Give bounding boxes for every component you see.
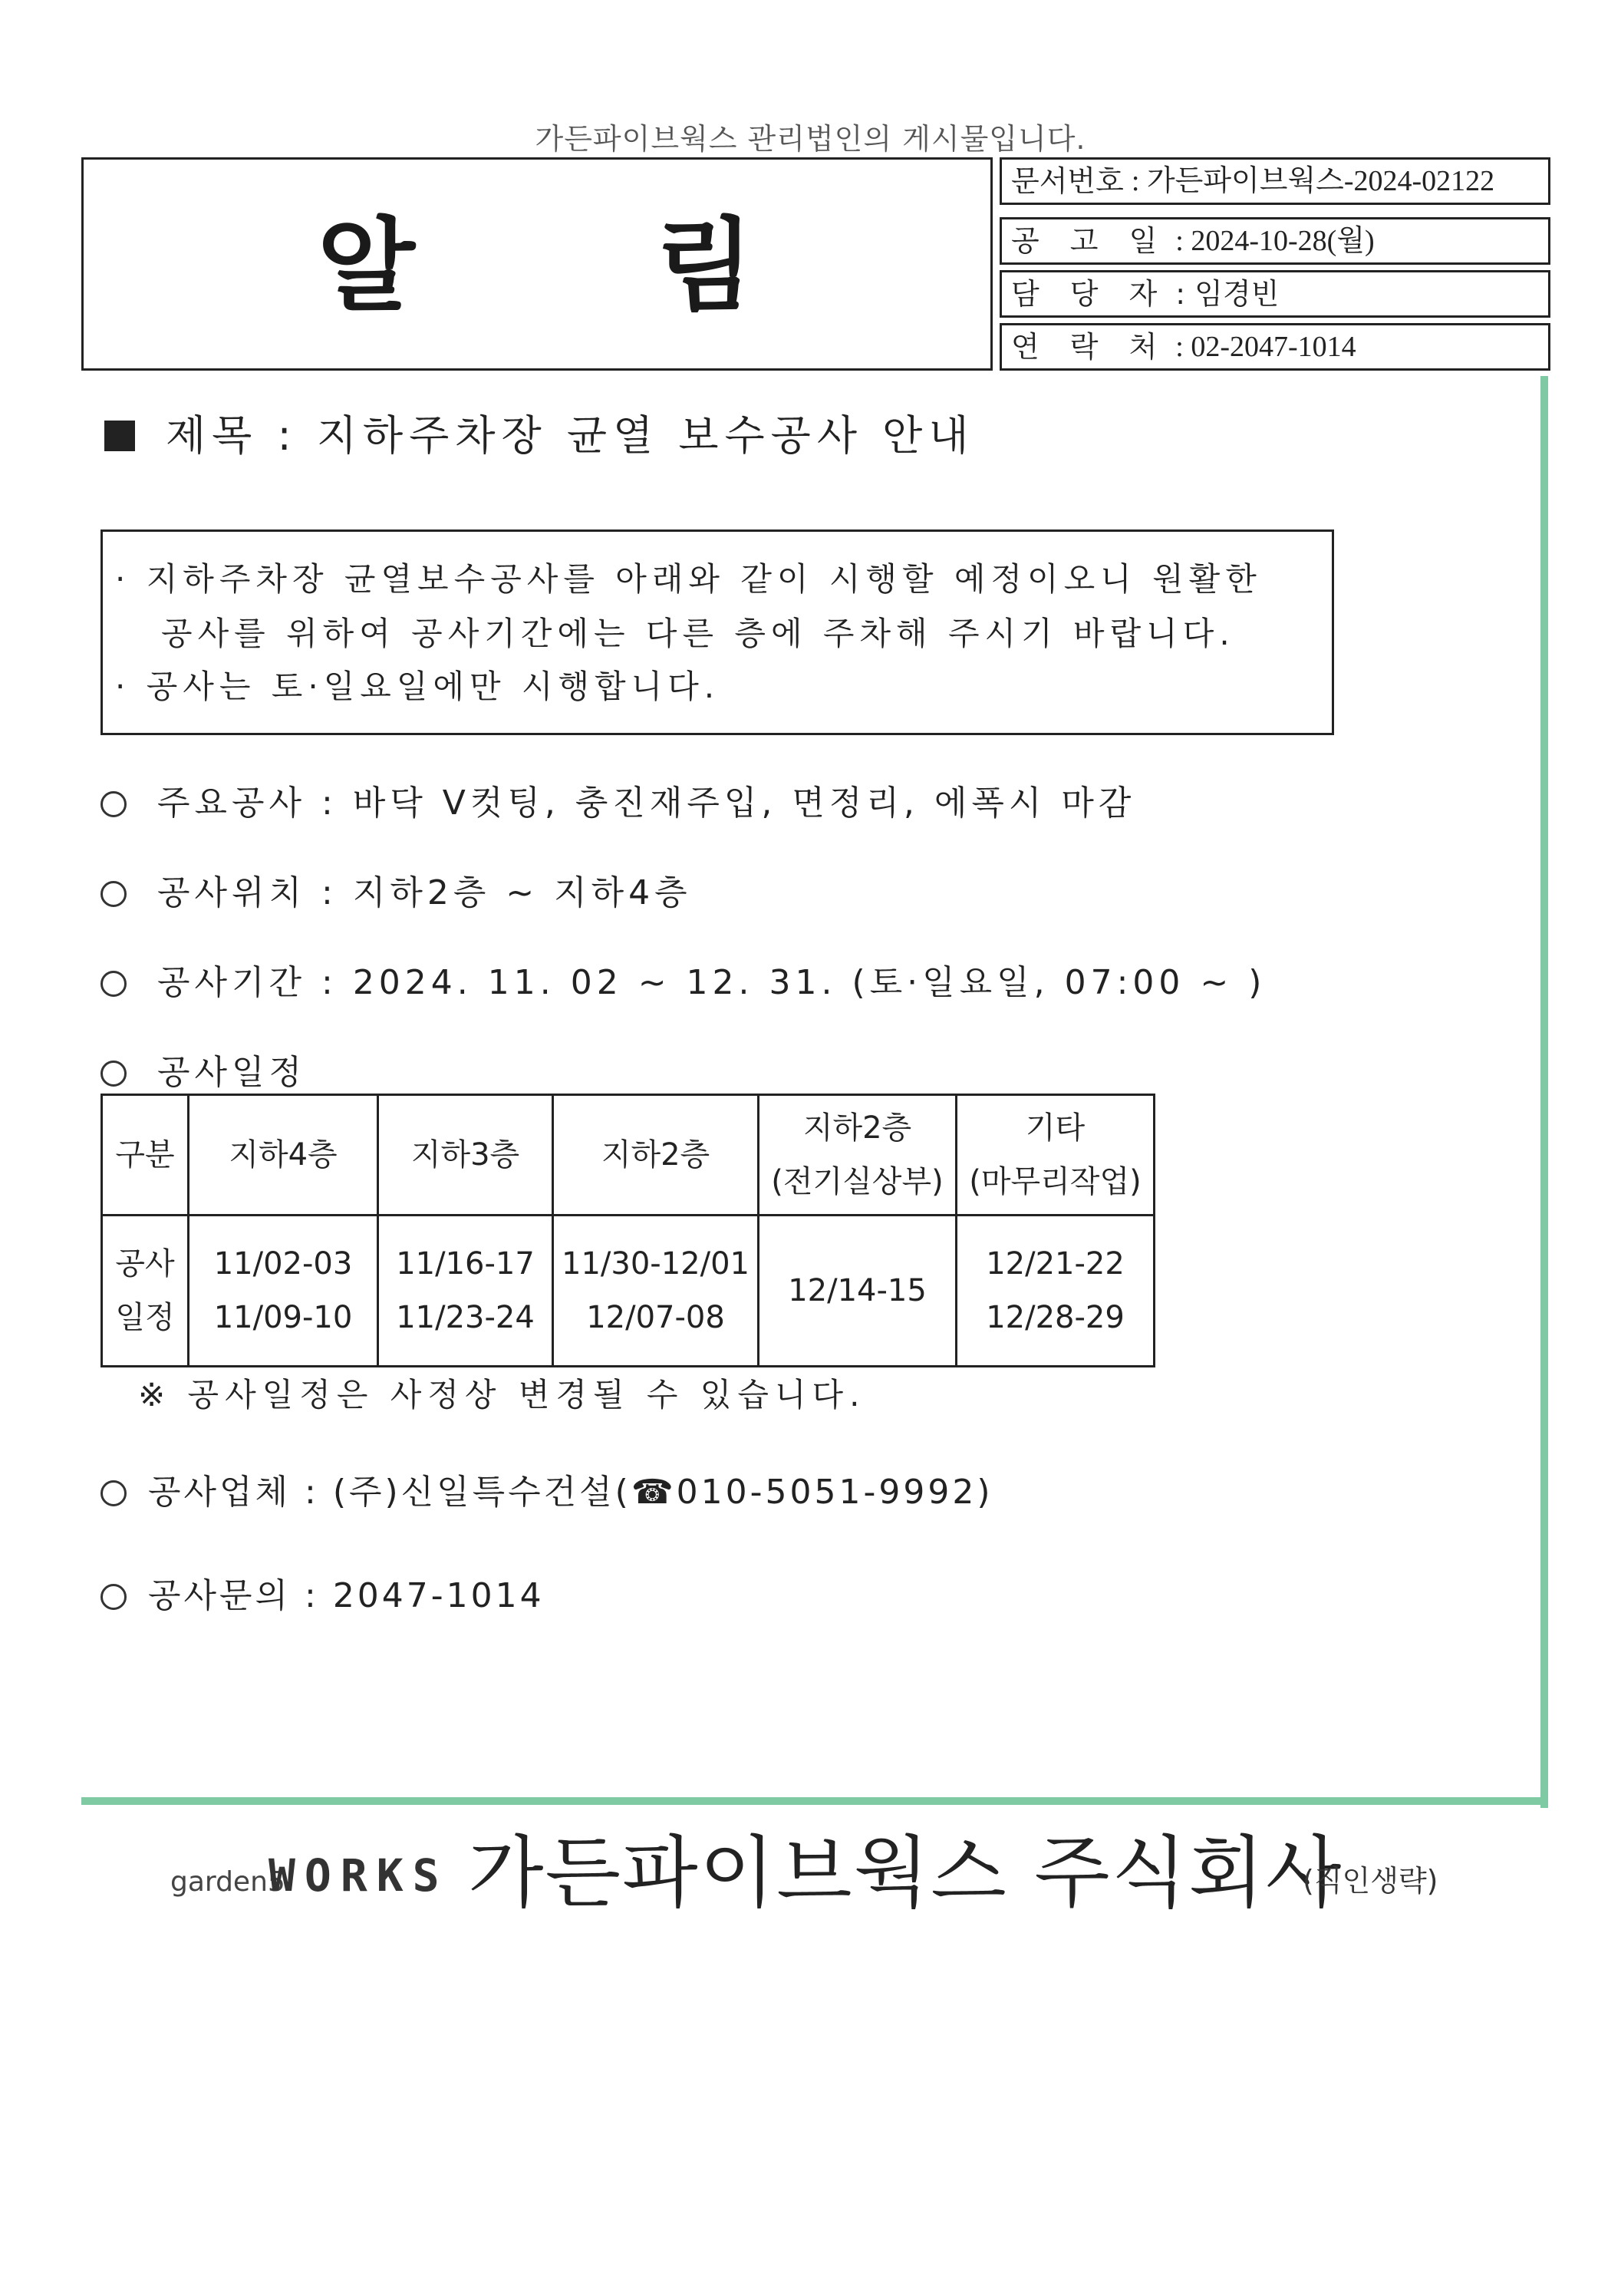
contractor-text: 공사업체 : (주)신일특수건설(☎010-5051-9992) xyxy=(148,1473,993,1512)
company-name: 가든파이브웍스 주식회사 xyxy=(468,1828,1343,1919)
table-header-sub: (전기실상부) xyxy=(771,1164,944,1199)
location-text: 공사위치 : 지하2층 ~ 지하4층 xyxy=(157,873,692,912)
table-header: 지하2층 xyxy=(802,1110,912,1146)
table-row-label-cell xyxy=(102,1216,189,1367)
circle-bullet-icon xyxy=(100,881,127,907)
inquiry-text: 공사문의 : 2047-1014 xyxy=(148,1576,545,1615)
period-text: 공사기간 : 2024. 11. 02 ~ 12. 31. (토·일요일, 07:00 ~ ) xyxy=(157,963,1267,1002)
item-inquiry xyxy=(100,1568,545,1617)
meta-manager xyxy=(1000,270,1550,318)
table-header: 지하4층 xyxy=(189,1095,378,1216)
circle-bullet-icon xyxy=(100,1584,127,1610)
table-cell xyxy=(378,1216,553,1367)
item-contractor xyxy=(100,1464,993,1513)
table-cell-value: 11/30-12/01 xyxy=(562,1246,750,1282)
item-location xyxy=(100,865,692,914)
item-period xyxy=(100,955,1266,1004)
meta-date-value: : 2024-10-28(월) xyxy=(1175,225,1375,257)
table-cell-value: 12/21-22 xyxy=(986,1246,1125,1282)
table-row-label: 공사 xyxy=(115,1246,175,1282)
circle-bullet-icon xyxy=(100,1061,127,1087)
works-logo: WORKS xyxy=(269,1849,449,1902)
circle-bullet-icon xyxy=(100,791,127,817)
table-cell-value: 11/02-03 xyxy=(213,1246,353,1282)
table-cell-value: 12/14-15 xyxy=(788,1273,927,1308)
meta-doc-no-value: : 가든파이브웍스-2024-02122 xyxy=(1131,165,1495,197)
garden5-logo: garden5 xyxy=(170,1866,285,1898)
table-corner: 구분 xyxy=(102,1095,189,1216)
green-border-bottom xyxy=(81,1797,1548,1805)
meta-contact-label: 연 락 처 xyxy=(1011,330,1168,364)
square-bullet-icon xyxy=(104,421,135,451)
circle-bullet-icon xyxy=(100,1480,127,1506)
table-cell-value: 11/16-17 xyxy=(396,1246,535,1282)
meta-manager-value: : 임경빈 xyxy=(1175,277,1280,311)
schedule-note: ※ 공사일정은 사정상 변경될 수 있습니다. xyxy=(138,1376,866,1414)
meta-doc-no xyxy=(1000,157,1550,205)
table-header: 기타 xyxy=(1025,1110,1086,1146)
table-cell-value: 12/28-29 xyxy=(986,1300,1125,1335)
table-header-sub: (마무리작업) xyxy=(969,1164,1142,1199)
seal-note: (직인생략) xyxy=(1303,1864,1438,1898)
table-header-cell xyxy=(759,1095,957,1216)
meta-contact xyxy=(1000,323,1550,371)
table-cell xyxy=(189,1216,378,1367)
meta-contact-value: : 02-2047-1014 xyxy=(1175,331,1356,363)
info-line-3: · 공사는 토·일요일에만 시행합니다. xyxy=(115,668,720,705)
table-cell-value: 11/09-10 xyxy=(213,1300,353,1335)
table-cell xyxy=(957,1216,1155,1367)
item-schedule-title xyxy=(100,1044,306,1094)
info-line-2: 공사를 위하여 공사기간에는 다른 층에 주차해 주시기 바랍니다. xyxy=(161,615,1235,652)
circle-bullet-icon xyxy=(100,971,127,997)
meta-manager-label: 담 당 자 xyxy=(1011,277,1168,311)
meta-doc-no-label: 문서번호 xyxy=(1011,164,1124,198)
subject-line xyxy=(104,403,974,462)
table-header: 지하2층 xyxy=(553,1095,759,1216)
header-notice: 가든파이브웍스 관리법인의 게시물입니다. xyxy=(535,122,1086,156)
item-main-work xyxy=(100,775,1135,824)
table-cell xyxy=(759,1216,957,1367)
page-title: 알 림 xyxy=(317,207,757,325)
table-row-label: 일정 xyxy=(115,1300,175,1335)
subject-text: 제목 : 지하주차장 균열 보수공사 안내 xyxy=(166,411,975,460)
green-border-right xyxy=(1540,376,1548,1808)
table-header-row xyxy=(102,1095,1155,1216)
table-cell-value: 11/23-24 xyxy=(396,1300,535,1335)
main-work-text: 주요공사 : 바닥 V컷팅, 충진재주입, 면정리, 에폭시 마감 xyxy=(157,783,1136,823)
table-cell xyxy=(553,1216,759,1367)
schedule-title-text: 공사일정 xyxy=(157,1053,307,1092)
info-line-1: · 지하주차장 균열보수공사를 아래와 같이 시행할 예정이오니 원활한 xyxy=(115,560,1262,598)
meta-date-label: 공 고 일 xyxy=(1011,224,1168,258)
schedule-table xyxy=(100,1094,1155,1367)
meta-date xyxy=(1000,217,1550,265)
table-cell-value: 12/07-08 xyxy=(586,1300,725,1335)
table-row xyxy=(102,1216,1155,1367)
table-header-cell xyxy=(957,1095,1155,1216)
table-header: 지하3층 xyxy=(378,1095,553,1216)
